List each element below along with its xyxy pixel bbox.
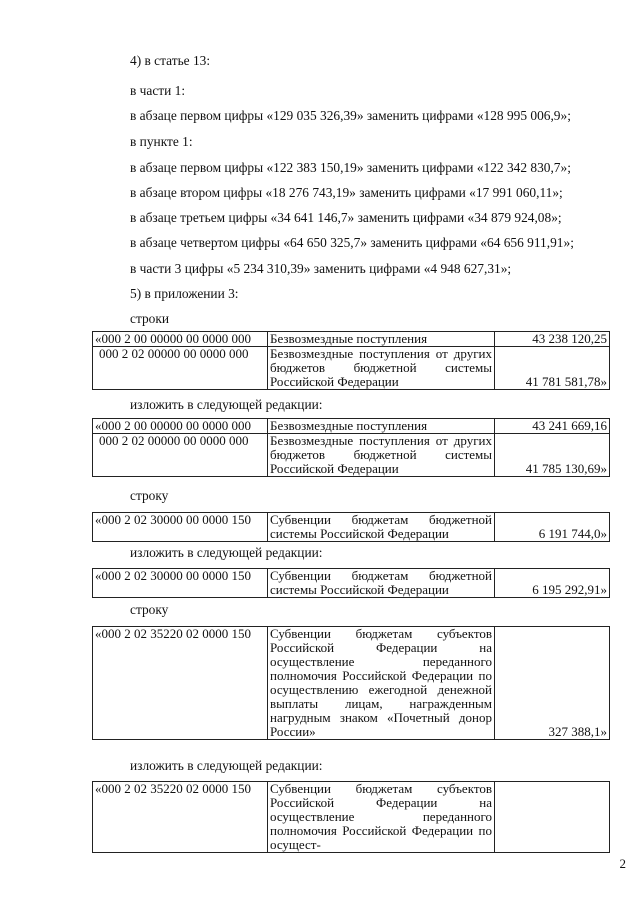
table-cell-desc <box>268 513 495 542</box>
table-cell-desc <box>268 569 495 598</box>
table-cell-sum: 327 388,1» <box>495 627 610 740</box>
table-cell-sum: 43 238 120,25 <box>495 332 610 347</box>
intro-line-2: в части 1: <box>130 83 186 98</box>
table-cell-desc <box>268 782 495 853</box>
table-cell-desc <box>268 347 495 390</box>
intro-line-8: в абзаце четвертом цифры «64 650 325,7» заменить цифрами «64 656 911,91»; <box>130 235 574 250</box>
desc-text: Субвенции бюджетам субъектов Российской Федерации на осуществление переданного полномочия Российской Федерации по осущест- <box>270 781 492 852</box>
table-cell-code: «000 2 00 00000 00 0000 000 <box>93 419 268 434</box>
intro-line-10: 5) в приложении 3: <box>130 286 239 301</box>
table-row <box>93 513 610 542</box>
table-old-row-30000 <box>92 512 610 542</box>
desc-text: Субвенции бюджетам бюджетной <box>270 568 492 583</box>
table-cell-code: «000 2 02 30000 00 0000 150 <box>93 513 268 542</box>
table-new-row-30000 <box>92 568 610 598</box>
desc-text: Безвозмездные поступления от других бюджетов бюджетной системы <box>270 433 492 462</box>
desc-text: Субвенции бюджетам субъектов Российской Федерации на осуществление переданного полномочия Российской Федерации по осуществлению ежегодной денежной выплаты лицам, награжденным нагрудным знаком «Почетный донор <box>270 626 492 725</box>
table-cell-code: 000 2 02 00000 00 0000 000 <box>93 347 268 390</box>
table-row <box>93 347 610 390</box>
replace-label-3: изложить в следующей редакции: <box>130 758 323 773</box>
desc-text: Субвенции бюджетам бюджетной <box>270 512 492 527</box>
desc-text-last: системы Российской Федерации <box>270 526 449 541</box>
table-cell-sum: 6 191 744,0» <box>495 513 610 542</box>
desc-text-last: системы Российской Федерации <box>270 582 449 597</box>
table-row <box>93 782 610 853</box>
table-cell-sum: 41 785 130,69» <box>495 434 610 477</box>
replace-label-2: изложить в следующей редакции: <box>130 545 323 560</box>
table-cell-code: «000 2 02 35220 02 0000 150 <box>93 782 268 853</box>
table-cell-desc <box>268 332 495 347</box>
intro-line-7: в абзаце третьем цифры «34 641 146,7» заменить цифрами «34 879 924,08»; <box>130 210 562 225</box>
desc-text: Безвозмездные поступления от других бюджетов бюджетной системы <box>270 346 492 375</box>
table-old-row-35220 <box>92 626 610 740</box>
table-row <box>93 434 610 477</box>
intro-line-11: строки <box>130 311 170 326</box>
desc-text: Безвозмездные поступления <box>270 418 428 433</box>
table-cell-sum: 41 781 581,78» <box>495 347 610 390</box>
page-number: 2 <box>619 856 626 871</box>
table-new-rows <box>92 418 610 477</box>
table-cell-desc <box>268 434 495 477</box>
table-cell-desc <box>268 627 495 740</box>
table-cell-code: «000 2 02 30000 00 0000 150 <box>93 569 268 598</box>
desc-text-last: России» <box>270 724 316 739</box>
table-cell-code: «000 2 00 00000 00 0000 000 <box>93 332 268 347</box>
desc-text-last: Российской Федерации <box>270 374 399 389</box>
table-new-row-35220 <box>92 781 610 853</box>
table-cell-sum: 6 195 292,91» <box>495 569 610 598</box>
row-label-2: строку <box>130 602 169 617</box>
intro-line-1: 4) в статье 13: <box>130 53 211 68</box>
intro-line-4: в пункте 1: <box>130 134 193 149</box>
replace-label-1: изложить в следующей редакции: <box>130 397 323 412</box>
table-cell-code: «000 2 02 35220 02 0000 150 <box>93 627 268 740</box>
table-old-rows <box>92 331 610 390</box>
table-row <box>93 332 610 347</box>
table-row <box>93 419 610 434</box>
row-label-1: строку <box>130 488 169 503</box>
table-row <box>93 627 610 740</box>
desc-text: Безвозмездные поступления <box>270 331 428 346</box>
table-cell-desc <box>268 419 495 434</box>
table-row <box>93 569 610 598</box>
table-cell-sum <box>495 782 610 853</box>
intro-line-6: в абзаце втором цифры «18 276 743,19» заменить цифрами «17 991 060,11»; <box>130 185 563 200</box>
intro-line-3: в абзаце первом цифры «129 035 326,39» заменить цифрами «128 995 006,9»; <box>130 108 571 123</box>
intro-line-5: в абзаце первом цифры «122 383 150,19» заменить цифрами «122 342 830,7»; <box>130 160 571 175</box>
intro-line-9: в части 3 цифры «5 234 310,39» заменить цифрами «4 948 627,31»; <box>130 261 512 276</box>
table-cell-code: 000 2 02 00000 00 0000 000 <box>93 434 268 477</box>
table-cell-sum: 43 241 669,16 <box>495 419 610 434</box>
desc-text-last: Российской Федерации <box>270 461 399 476</box>
